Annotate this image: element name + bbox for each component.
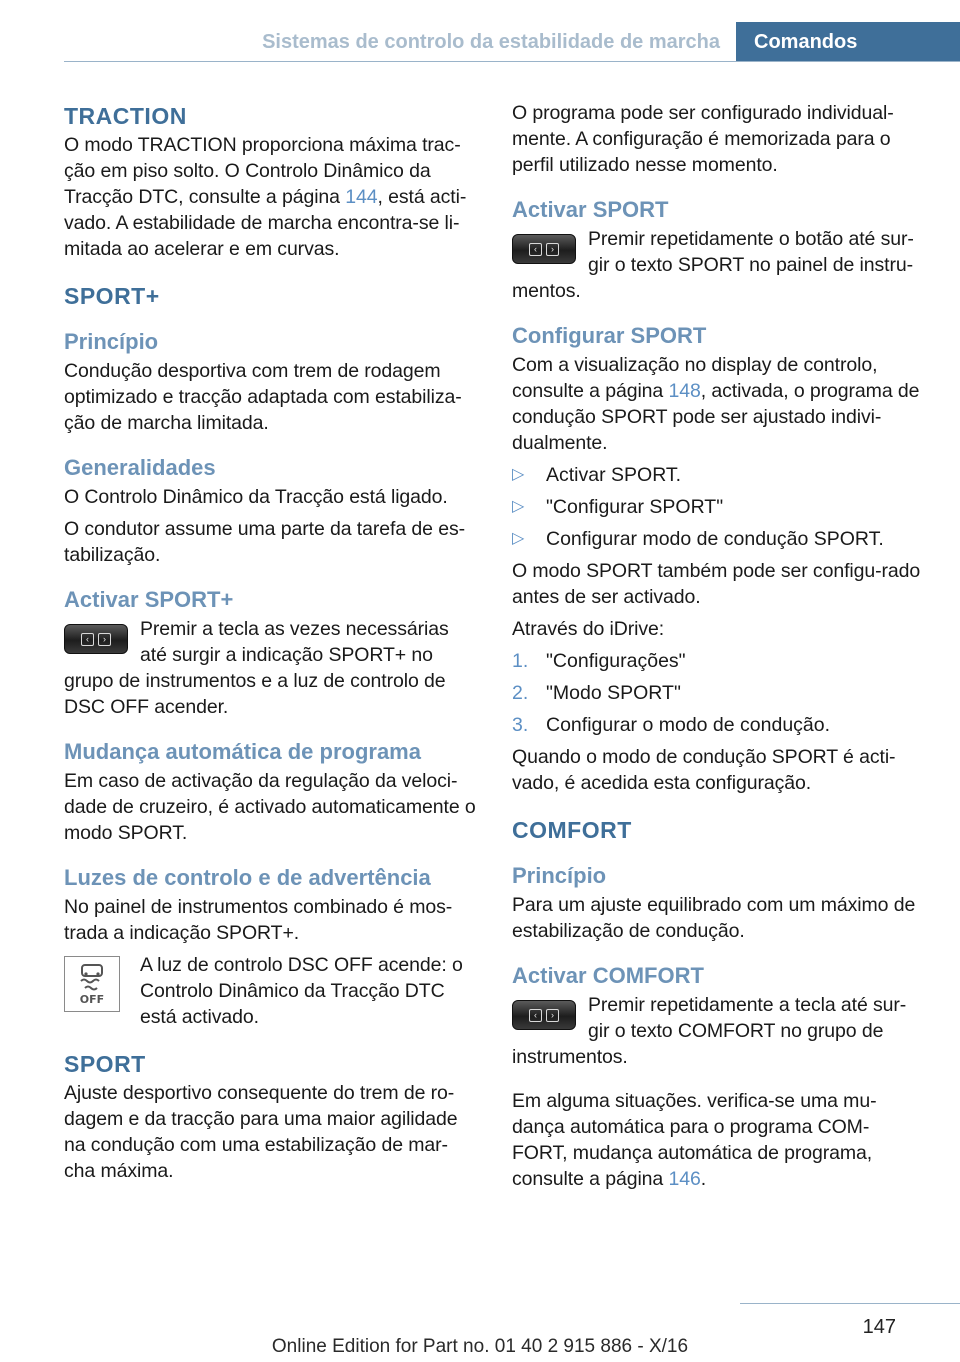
heading-sport-plus: SPORT+ bbox=[64, 283, 160, 309]
activar-sport-block bbox=[512, 226, 924, 304]
generalidades-paragraph-1: O Controlo Dinâmico da Tracção está ligado. bbox=[64, 486, 448, 508]
rocker-left-icon: ‹ bbox=[529, 243, 542, 256]
list-item: ▷ Configurar modo de condução SPORT. bbox=[512, 528, 884, 550]
activar-sport-plus-text-rest: grupo de instrumentos e a luz de controlo de DSC OFF acender. bbox=[64, 670, 446, 718]
heading-traction: TRACTION bbox=[64, 103, 187, 129]
activar-comfort-text: Premir repetidamente a tecla até sur-gir o texto COMFORT no grupo de bbox=[588, 994, 907, 1042]
triangle-bullet-icon: ▷ bbox=[512, 530, 525, 547]
final-paragraph: Em alguma situações. verifica-se uma mu-dança automática para o programa COM-FORT, mudança automática de programa, consulte a página 146. bbox=[512, 1090, 877, 1190]
activar-sport-plus-block bbox=[64, 616, 476, 720]
triangle-bullet-icon: ▷ bbox=[512, 466, 525, 483]
list-item: ▷ "Configurar SPORT" bbox=[512, 496, 724, 518]
configurar-paragraph-3: Através do iDrive: bbox=[512, 618, 665, 640]
page-header bbox=[0, 0, 960, 62]
heading-luzes-controlo: Luzes de controlo e de advertência bbox=[64, 865, 431, 890]
footer-edition-text: Online Edition for Part no. 01 40 2 915 886 - X/16 bbox=[271, 1336, 689, 1357]
configurar-paragraph-4: Quando o modo de condução SPORT é acti-vado, é acedida esta configuração. bbox=[512, 746, 896, 794]
heading-activar-sport: Activar SPORT bbox=[512, 197, 669, 222]
driving-mode-switch-icon bbox=[512, 1000, 576, 1030]
configurar-paragraph: Com a visualização no display de controlo, consulte a página 148, activada, o programa de condução SPORT pode ser ajustado indivi-dualmente. bbox=[512, 354, 920, 454]
list-item: ▷ Activar SPORT. bbox=[512, 464, 682, 486]
heading-mudanca-automatica: Mudança automática de programa bbox=[64, 739, 421, 764]
rocker-left-icon: ‹ bbox=[529, 1009, 542, 1022]
rocker-left-icon: ‹ bbox=[81, 633, 94, 646]
list-item: 2. "Modo SPORT" bbox=[512, 682, 681, 704]
heading-principio-comfort: Princípio bbox=[512, 863, 607, 888]
sport-paragraph: Ajuste desportivo consequente do trem de ro-dagem e da tracção para uma maior agilidade na condução com uma estabilização de mar-cha máxima. bbox=[64, 1082, 458, 1182]
activar-sport-plus-text: Premir a tecla as vezes necessárias até surgir a indicação SPORT+ no bbox=[140, 618, 449, 666]
right-column bbox=[512, 100, 924, 1198]
dsc-off-warning-icon bbox=[64, 956, 120, 1012]
header-divider bbox=[64, 61, 960, 62]
triangle-bullet-icon: ▷ bbox=[512, 498, 525, 515]
header-chapter-tab[interactable]: Comandos bbox=[736, 22, 960, 62]
page-link-146[interactable]: 146 bbox=[668, 1168, 701, 1190]
footer-divider bbox=[740, 1303, 960, 1304]
dsc-off-icon-label: OFF bbox=[79, 993, 105, 1006]
heading-activar-sport-plus: Activar SPORT+ bbox=[64, 587, 234, 612]
heading-configurar-sport: Configurar SPORT bbox=[512, 323, 707, 348]
driving-mode-switch-icon bbox=[64, 624, 128, 654]
heading-comfort: COMFORT bbox=[512, 817, 632, 843]
activar-comfort-text-rest: instrumentos. bbox=[512, 1046, 628, 1068]
mudanca-paragraph: Em caso de activação da regulação da veloci-dade de cruzeiro, é activado automaticamente o modo SPORT. bbox=[64, 770, 476, 844]
list-item: 3. Configurar o modo de condução. bbox=[512, 714, 831, 736]
principio-comfort-paragraph: Para um ajuste equilibrado com um máximo de estabilização de condução. bbox=[512, 894, 916, 942]
generalidades-paragraph-2: O condutor assume uma parte da tarefa de es-tabilização. bbox=[64, 518, 465, 566]
driving-mode-switch-icon bbox=[512, 234, 576, 264]
list-item: 1. "Configurações" bbox=[512, 650, 686, 672]
heading-activar-comfort: Activar COMFORT bbox=[512, 963, 704, 988]
rocker-right-icon: › bbox=[546, 243, 559, 256]
heading-generalidades: Generalidades bbox=[64, 455, 216, 480]
principio-paragraph: Condução desportiva com trem de rodagem optimizado e tracção adaptada com estabiliza-ção de marcha limitada. bbox=[64, 360, 462, 434]
page-link-148[interactable]: 148 bbox=[668, 380, 701, 402]
activar-comfort-block bbox=[512, 992, 924, 1070]
rocker-right-icon: › bbox=[98, 633, 111, 646]
idrive-steps-list bbox=[512, 648, 924, 738]
dsc-off-text: A luz de controlo DSC OFF acende: o Controlo Dinâmico da Tracção DTC está activado. bbox=[140, 954, 463, 1028]
page-link-144[interactable]: 144 bbox=[345, 186, 378, 208]
heading-principio: Princípio bbox=[64, 329, 159, 354]
intro-paragraph: O programa pode ser configurado individual-mente. A configuração é memorizada para o perfil utilizado nesse momento. bbox=[512, 102, 894, 176]
activar-sport-text-rest: mentos. bbox=[512, 280, 581, 302]
page-number: 147 bbox=[862, 1316, 896, 1338]
activar-sport-text: Premir repetidamente o botão até sur-gir o texto SPORT no painel de instru- bbox=[588, 228, 914, 276]
rocker-right-icon: › bbox=[546, 1009, 559, 1022]
luzes-paragraph: No painel de instrumentos combinado é mos-trada a indicação SPORT+. bbox=[64, 896, 453, 944]
traction-paragraph: O modo TRACTION proporciona máxima trac-ção em piso solto. O Controlo Dinâmico da Tracção DTC, consulte a página 144, está acti-vado. A estabilidade de marcha encontra-se li-mitada ao acelerar e em curvas. bbox=[64, 134, 467, 260]
dsc-off-block bbox=[64, 952, 476, 1030]
configurar-paragraph-2: O modo SPORT também pode ser configu-rado antes de ser activado. bbox=[512, 560, 921, 608]
header-section-title: Sistemas de controlo da estabilidade de marcha bbox=[262, 31, 720, 53]
left-column bbox=[64, 100, 476, 1190]
heading-sport: SPORT bbox=[64, 1051, 146, 1077]
configurar-bullet-list bbox=[512, 462, 924, 552]
